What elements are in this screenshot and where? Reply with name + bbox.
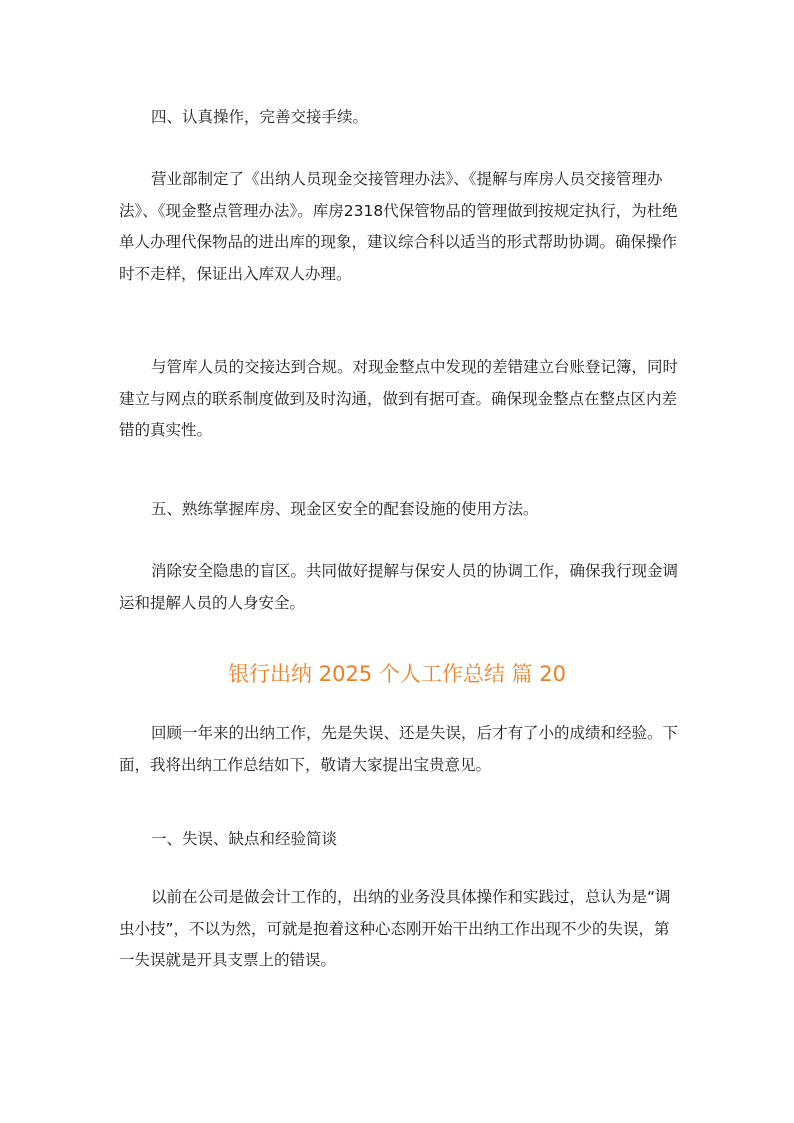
paragraph-mistakes: 以前在公司是做会计工作的，出纳的业务没具体操作和实践过，总认为是“调虫小技”，不以为然，可就是抱着这种心态刚开始干出纳工作出现不少的失误，第一失误就是开具支票上的错误。 [119, 888, 671, 969]
heading-section-5: 五、熟练掌握库房、现金区安全的配套设施的使用方法。 [151, 500, 539, 518]
heading-section-4: 四、认真操作，完善交接手续。 [151, 108, 369, 126]
paragraph-cash-handover: 营业部制定了《出纳人员现金交接管理办法》、《提解与库房人员交接管理办法》、《现金整点管理办法》。库房2318代保管物品的管理做到按规定执行，为杜绝单人办理代保物品的进出库的现象，建议综合科以适当的形式帮助协调。确保操作时不走样，保证出入库双人办理。 [119, 170, 678, 283]
paragraph-vault-handover: 与管库人员的交接达到合规。对现金整点中发现的差错建立台账登记簿，同时建立与网点的联系制度做到及时沟通，做到有据可查。确保现金整点在整点区内差错的真实性。 [119, 358, 679, 439]
paragraph-review: 回顾一年来的出纳工作，先是失误、还是失误，后才有了小的成绩和经验。下面，我将出纳工作总结如下，敬请大家提出宝贵意见。 [119, 724, 679, 774]
heading-section-1: 一、失误、缺点和经验简谈 [151, 830, 338, 848]
paragraph-safety: 消除安全隐患的盲区。共同做好提解与保安人员的协调工作，确保我行现金调运和提解人员的人身安全。 [119, 562, 679, 612]
section-title: 银行出纳 2025 个人工作总结 篇 20 [228, 662, 566, 686]
